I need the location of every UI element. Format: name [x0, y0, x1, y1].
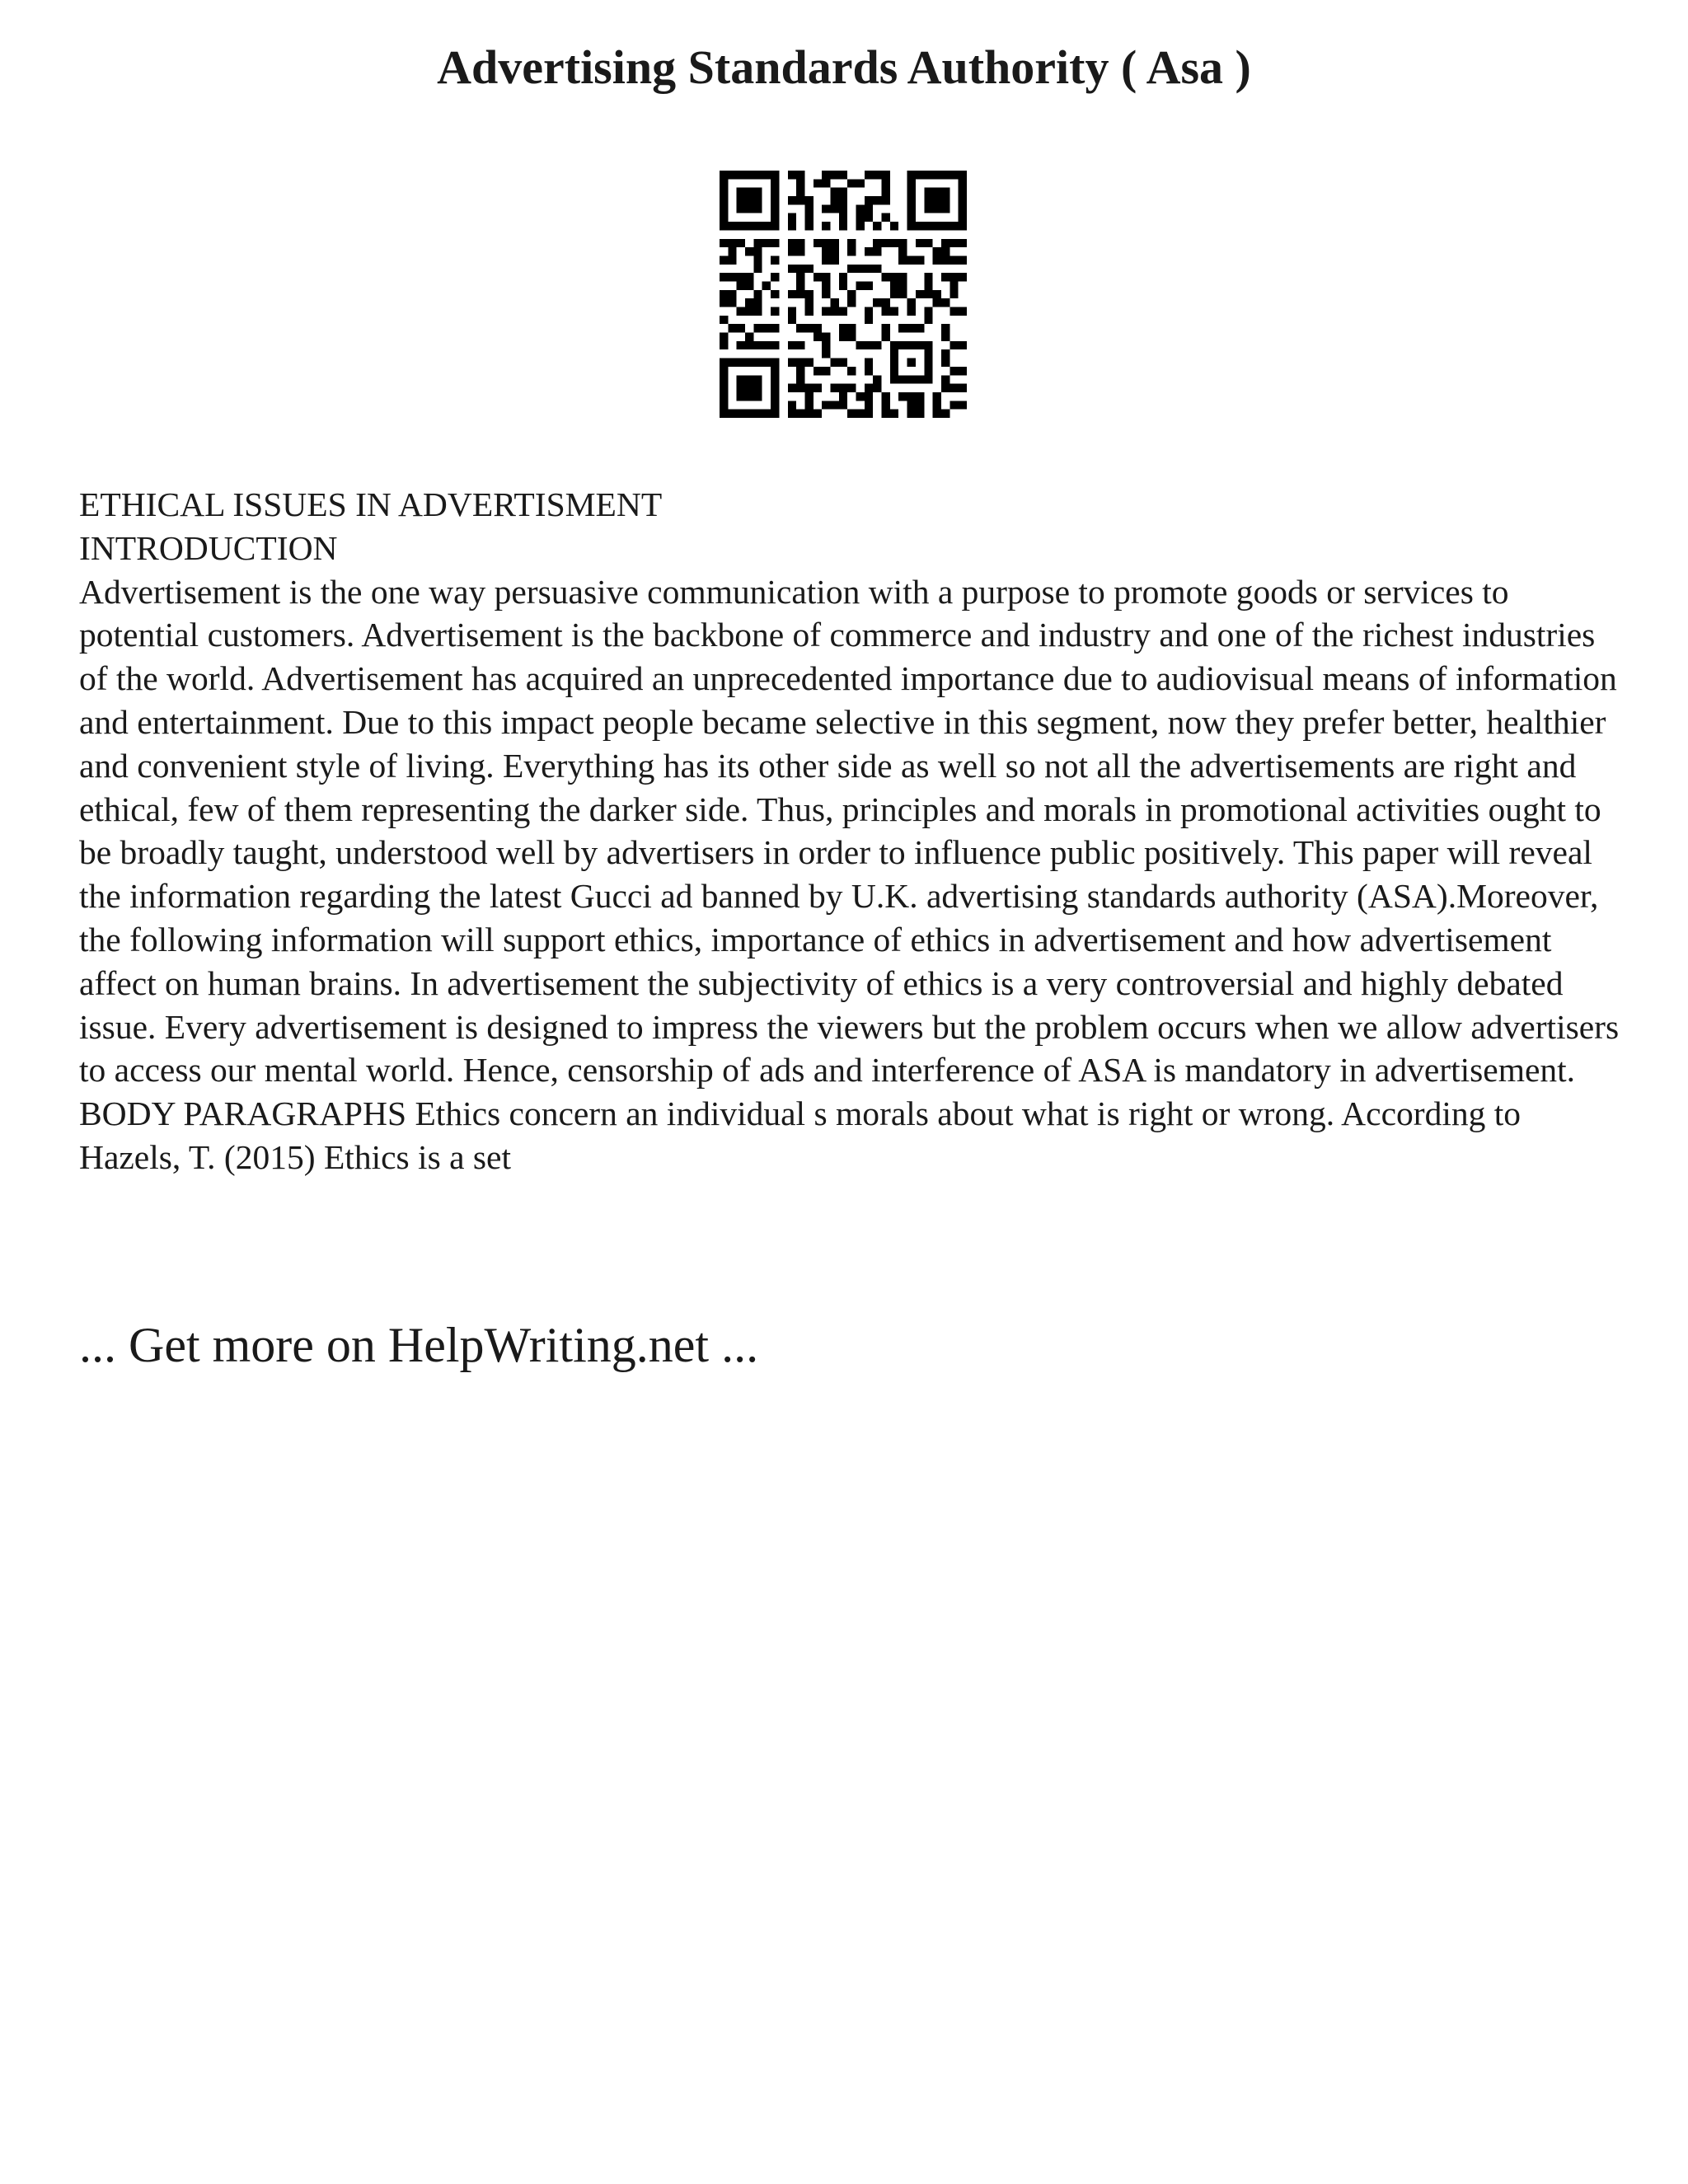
- body-paragraph: BODY PARAGRAPHS Ethics concern an individual s morals about what is right or wrong. According to Hazels, T. (2015) Ethics is a set: [79, 1094, 1521, 1176]
- section-heading-ethical-issues: ETHICAL ISSUES IN ADVERTISMENT: [79, 485, 663, 523]
- qr-code-icon: [720, 171, 967, 418]
- section-heading-introduction: INTRODUCTION: [79, 528, 338, 567]
- intro-paragraph: Advertisement is the one way persuasive communication with a purpose to promote goods or services to potential customers. Advertisement is the backbone of commerce and industry and one of the richest industries of the world. Advertisement has acquired an unprecedented importance due to audiovisual means of information and entertainment. Due to this impact people became selective in this segment, now they prefer better, healthier and convenient style of living. Everything has its other side as well so not all the advertisements are right and ethical, few of them representing the darker side. Thus, principles and morals in promotional activities ought to be broadly taught, understood well by advertisers in order to influence public positively. This paper will reveal the information regarding the latest Gucci ad banned by U.K. advertising standards authority (ASA).Moreover, the following information will support ethics, importance of ethics in advertisement and how advertisement affect on human brains. In advertisement the subjectivity of ethics is a very controversial and highly debated issue. Every advertisement is designed to impress the viewers but the problem occurs when we allow advertisers to access our mental world. Hence, censorship of ads and interference of ASA is mandatory in advertisement.: [79, 572, 1620, 1090]
- document-body: [79, 483, 1629, 1179]
- page-title: Advertising Standards Authority ( Asa ): [437, 40, 1251, 94]
- get-more-link[interactable]: ... Get more on HelpWriting.net ...: [79, 1318, 759, 1372]
